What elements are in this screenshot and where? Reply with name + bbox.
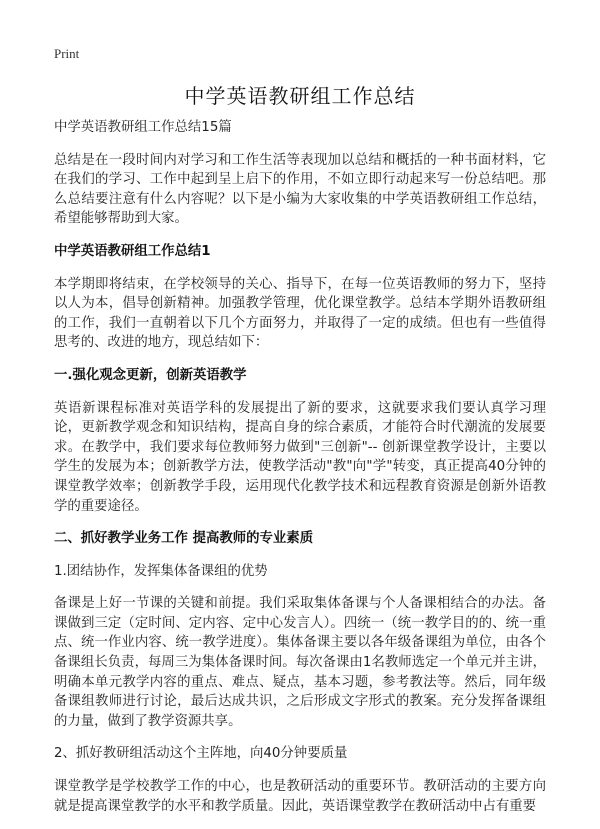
section-2-sub-1-paragraph: 备课是上好一节课的关键和前提。我们采取集体备课与个人备课相结合的办法。备课做到三定（定时间、定内容、定中心发言人）。四统一（统一教学目的的、统一重点、统一作业内容、统一教学进度）。集体备课主要以各年级备课组为单位，由各个备课组长负责，每周三为集体备课时间。每次备课由1名教师选定一个单元并主讲，明确本单元教学内容的重点、难点、疑点，基本习题，参考教法等。然后，同年级备课组教师进行讨论，最后达成共识，之后形成文字形式的教案。充分发挥备课组的力量，做到了教学资源共享。 [54, 596, 546, 729]
section-2-sub-1-heading: 1.团结协作，发挥集体备课组的优势 [54, 563, 268, 579]
article-intro-paragraph: 本学期即将结束，在学校领导的关心、指导下，在每一位英语教师的努力下，坚持以人为本，倡导创新精神。加强教学管理，优化课堂教学。总结本学期外语教研组的工作，我们一直朝着以下几个方面努力，并取得了一定的成绩。但也有一些值得思考的、改进的地方，现总结如下： [54, 276, 546, 351]
section-2-heading: 二、抓好教学业务工作 提高教师的专业素质 [54, 531, 314, 547]
document-body [54, 118, 546, 829]
document-subtitle: 中学英语教研组工作总结15篇 [54, 120, 232, 135]
section-2-sub-2-paragraph: 课堂教学是学校教学工作的中心，也是教研活动的重要环节。教研活动的主要方向就是提高课堂教学的水平和教学质量。因此，英语课堂教学在教研活动中占有重要 [54, 779, 546, 814]
page-title: 中学英语教研组工作总结 [184, 84, 416, 108]
section-1-paragraph: 英语新课程标准对英语学科的发展提出了新的要求，这就要求我们要认真学习理论，更新教学观念和知识结构，提高自身的综合素质，才能符合时代潮流的发展要求。在教学中，我们要求每位教师努力做到"三创新"-- 创新课堂教学设计，主要以学生的发展为本；创新教学方法，使教学活动"教"向"学"转变，真正提高40分钟的课堂教学效率；创新教学手段，运用现代化教学技术和远程教育资源是创新外语教学的重要途径。 [54, 400, 546, 514]
section-2-sub-2-heading: 2、抓好教研组活动这个主阵地，向40分钟要质量 [54, 746, 348, 762]
section-1-heading: 一.强化观念更新，创新英语教学 [54, 367, 247, 383]
print-link[interactable]: Print [54, 46, 80, 61]
article-heading: 中学英语教研组工作总结1 [54, 243, 211, 259]
intro-paragraph: 总结是在一段时间内对学习和工作生活等表现加以总结和概括的一种书面材料，它在我们的学习、工作中起到呈上启下的作用，不如立即行动起来写一份总结吧。那么总结要注意有什么内容呢？以下是小编为大家收集的中学英语教研组工作总结，希望能够帮助到大家。 [54, 152, 546, 227]
